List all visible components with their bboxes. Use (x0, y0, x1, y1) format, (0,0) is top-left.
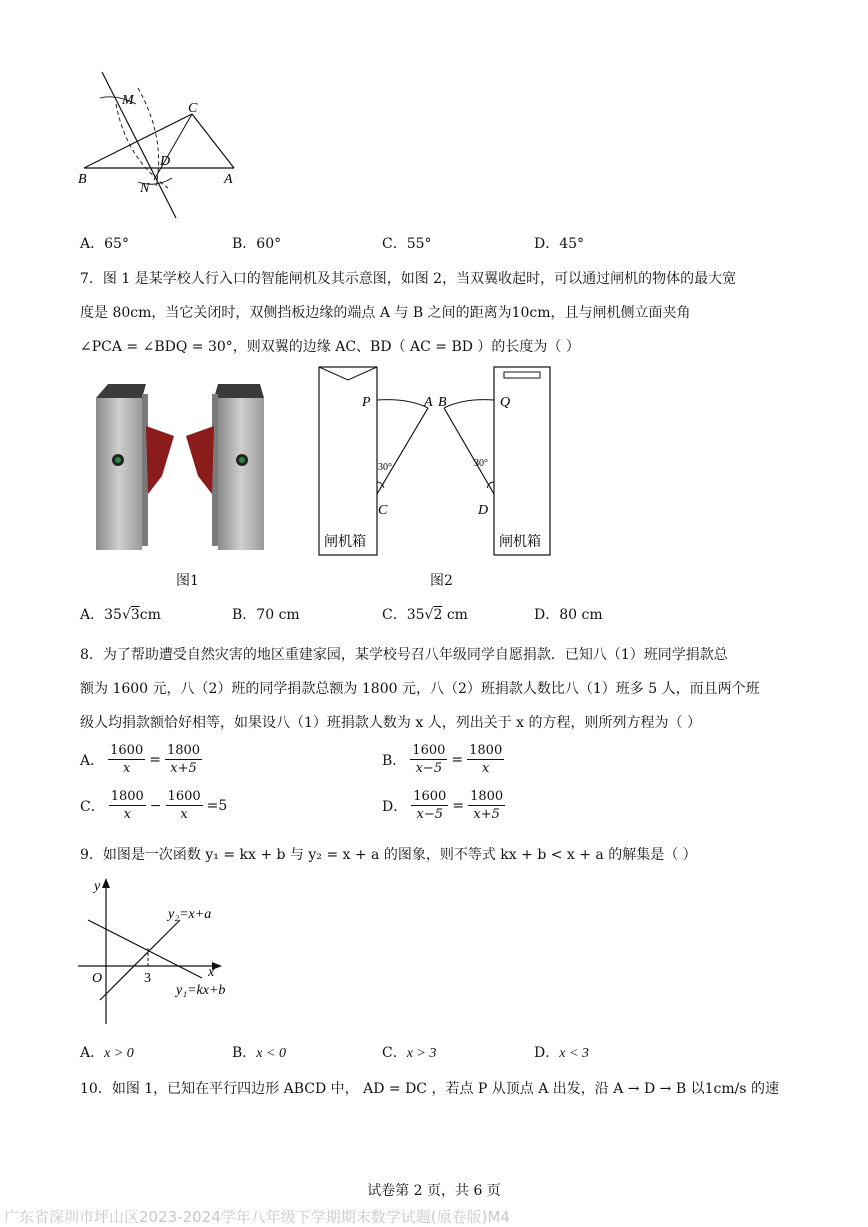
label-a: A (224, 172, 233, 187)
page-footer: 试卷第 2 页，共 6 页 (367, 1183, 501, 1199)
q6-option-d[interactable]: D．45° (534, 236, 585, 252)
q9-option-d[interactable]: D．x < 3 (534, 1045, 589, 1061)
q10-line: 10．如图 1，已知在平行四边形 ABCD 中， AD = DC ，若点 P 从顶点 A 出发，沿 A → D → B 以1cm/s 的速 (80, 1081, 779, 1097)
q7-line-1: 7．图 1 是某学校人行入口的智能闸机及其示意图，如图 2，当双翼收起时，可以通过闸机的物体的最大宽 (80, 271, 737, 287)
q7-line-3: ∠PCA = ∠BDQ = 30°，则双翼的边缘 AC、BD（ AC = BD ）的长度为（ ） (80, 339, 580, 355)
q7-option-a[interactable]: A．35√3cm (80, 607, 161, 623)
q9-line: 9．如图是一次函数 y₁ = kx + b 与 y₂ = x + a 的图象，则不等式 kx + b < x + a 的解集是（ ） (80, 847, 697, 863)
graph-y-label: y (94, 879, 101, 894)
q7-option-d[interactable]: D．80 cm (534, 607, 603, 623)
q8-option-d[interactable]: D． $\frac{1600}{x-5}$ = $\frac{1800}{x+5}$ (382, 789, 504, 822)
fig2-caption: 图2 (430, 573, 453, 589)
q6-option-c[interactable]: C．55° (382, 236, 432, 252)
q8-option-a[interactable]: A． $\frac{1600}{x}$ = $\frac{1800}{x+5}$ (80, 743, 201, 776)
fig2-label-a: A (424, 395, 433, 410)
q7-option-b[interactable]: B．70 cm (232, 607, 300, 623)
q9-option-a[interactable]: A．x > 0 (80, 1045, 134, 1061)
graph-y1-label: y₁=kx+b (176, 983, 226, 998)
turnstile-photo (94, 380, 270, 552)
fig2-label-d: D (478, 503, 489, 518)
q7-option-c[interactable]: C．35√2 cm (382, 607, 468, 623)
watermark-text: 广东省深圳市坪山区2023-2024学年八年级下学期期末数学试题(原卷版)M4 (4, 1208, 510, 1226)
fig2-label-p: P (362, 395, 371, 410)
q8-line-3: 级人均捐款额恰好相等，如果设八（1）班捐款人数为 x 人，列出关于 x 的方程，则所列方程为（ ） (80, 715, 701, 731)
graph-origin-label: O (92, 971, 103, 986)
label-b: B (78, 172, 87, 187)
fig2-angle-left: 30° (378, 462, 392, 473)
q9-option-b[interactable]: B．x < 0 (232, 1045, 286, 1061)
fig2-angle-right: 30° (474, 458, 488, 469)
geometry-figure-q6 (76, 68, 246, 224)
q9-option-c[interactable]: C．x > 3 (382, 1045, 437, 1061)
label-m: M (122, 93, 134, 108)
q6-option-a[interactable]: A．65° (80, 236, 129, 252)
fig2-box-right-label: 闸机箱 (499, 535, 541, 550)
q8-option-c[interactable]: C． $\frac{1800}{x}$ − $\frac{1600}{x}$ =5 (80, 789, 228, 822)
q6-option-b[interactable]: B．60° (232, 236, 282, 252)
graph-x-label: x (208, 965, 215, 980)
label-d: D (160, 154, 171, 169)
fig2-label-b: B (438, 395, 447, 410)
q8-option-b[interactable]: B． $\frac{1600}{x-5}$ = $\frac{1800}{x}$ (382, 743, 503, 776)
q8-line-2: 额为 1600 元，八（2）班的同学捐款总额为 1800 元，八（2）班捐款人数比八（1）班多 5 人，而且两个班 (80, 681, 760, 697)
q7-line-2: 度是 80cm，当它关闭时，双侧挡板边缘的端点 A 与 B 之间的距离为10cm，且与闸机侧立面夹角 (80, 305, 691, 321)
graph-y2-label: y₂=x+a (168, 907, 212, 922)
turnstile-diagram (316, 364, 556, 558)
label-c: C (188, 101, 198, 116)
fig2-label-c: C (378, 503, 388, 518)
fig1-caption: 图1 (176, 573, 199, 589)
fig2-label-q: Q (500, 395, 511, 410)
q8-line-1: 8．为了帮助遭受自然灾害的地区重建家园，某学校号召八年级同学自愿捐款．已知八（1）班同学捐款总 (80, 647, 728, 663)
linear-function-graph (76, 876, 246, 1028)
graph-tick-3: 3 (144, 971, 151, 986)
fig2-box-left-label: 闸机箱 (324, 535, 366, 550)
label-n: N (140, 181, 150, 196)
